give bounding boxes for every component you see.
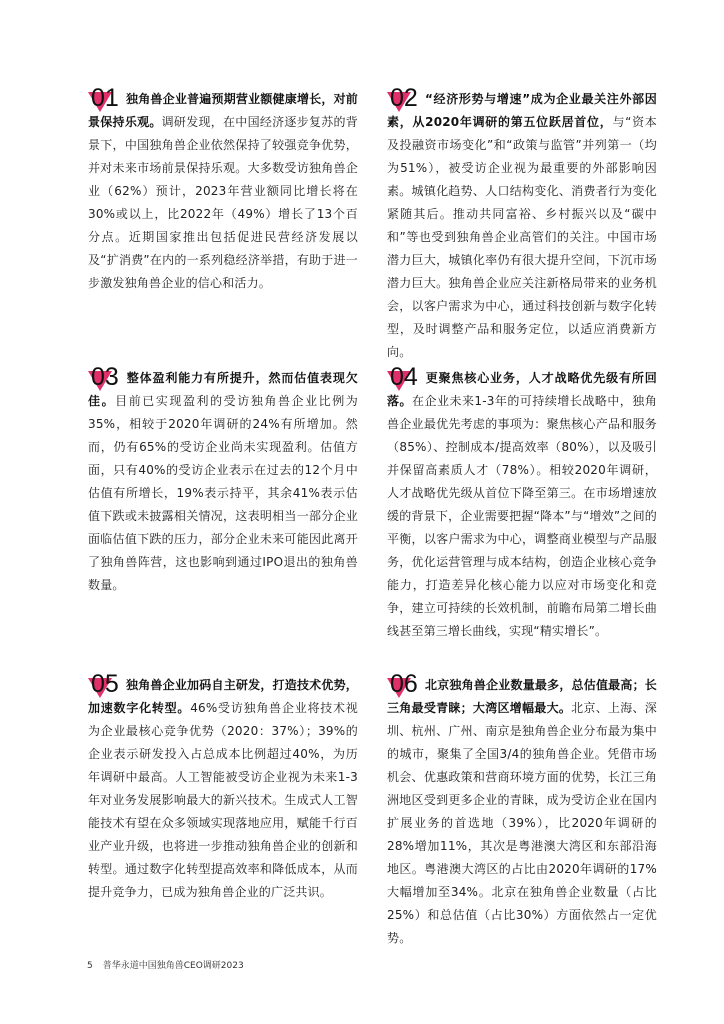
section-text — [88, 672, 358, 904]
page-number: 5 — [87, 961, 93, 971]
page-footer — [87, 960, 254, 972]
section-04 — [387, 365, 657, 643]
section-body: 调研发现，在中国经济逐步复苏的背景下，中国独角兽企业依然保持了较强竞争优势，并对未来市场前景保持乐观。大多数受访独角兽企业（62%）预计，2023年营业额同比增长将在30%或以上，比2022年（49%）增长了13个百分点。近期国家推出包括促进民营经济发展以及“扩消费”在内的一系列稳经济举措，有助于进一步激发独角兽企业的信心和活力。 — [88, 115, 358, 290]
section-heading: 北京独角兽企业数量最多，总估值最高；长三角最受青睐；大湾区增幅最大。 — [387, 678, 657, 715]
section-body: 北京、上海、深圳、杭州、广州、南京是独角兽企业分布最为集中的城市，聚集了全国3/4的独角兽企业。凭借市场机会、优惠政策和营商环境方面的优势，长江三角洲地区受到更多企业的青睐，成为受访企业在国内扩展业务的首选地（39%），比2020年调研的28%增加11%，其次是粤港澳大湾区和东部沿海地区。粤港澳大湾区的占比由2020年调研的17%大幅增加至34%。北京在独角兽企业数量（占比25%）和总估值（占比30%）方面依然占一定优势。 — [387, 701, 657, 945]
section-body: 46%受访独角兽企业将技术视为企业最核心竞争优势（2020：37%）；39%的企业表示研发投入占总成本比例超过40%，为历年调研中最高。人工智能被受访企业视为未来1-3年对业务发展影响最大的新兴技术。生成式人工智能技术有望在众多领域实现落地应用，赋能千行百业产业升级，也将进一步推动独角兽企业的创新和转型。通过数字化转型提高效率和降低成本，从而提升竞争力，已成为独角兽企业的广泛共识。 — [88, 701, 358, 899]
section-01 — [88, 86, 358, 295]
section-text — [387, 365, 657, 643]
section-number-badge — [387, 672, 427, 712]
footer-title: 普华永道中国独角兽CEO调研2023 — [102, 961, 244, 971]
section-heading: 独角兽企业普遍预期营业额健康增长，对前景保持乐观。 — [88, 92, 358, 129]
section-heading: 整体盈利能力有所提升，然而估值表现欠佳。 — [88, 371, 358, 408]
section-number-badge — [88, 672, 128, 712]
section-number: 06 — [390, 670, 418, 698]
section-text — [387, 672, 657, 950]
section-number-badge — [387, 86, 427, 126]
section-body: 目前已实现盈利的受访独角兽企业比例为35%，相较于2020年调研的24%有所增加。然而，仍有65%的受访企业尚未实现盈利。估值方面，只有40%的受访企业表示在过去的12个月中估值有所增长，19%表示持平，其余41%表示估值下跌或未披露相关情况，这表明相当一部分企业面临估值下跌的压力，部分企业未来可能因此离开了独角兽阵营，这也影响到通过IPO退出的独角兽数量。 — [88, 394, 358, 592]
section-body: 与“资本及投融资市场变化”和“政策与监管”并列第一（均为51%），被受访企业视为最重要的外部影响因素。城镇化趋势、人口结构变化、消费者行为变化紧随其后。推动共同富裕、乡村振兴以及“碳中和”等也受到独角兽企业高管们的关注。中国市场潜力巨大，城镇化率仍有很大提升空间，下沉市场潜力巨大。独角兽企业应关注新格局带来的业务机会，以客户需求为中心，通过科技创新与数字化转型，及时调整产品和服务定位，以适应消费新方向。 — [387, 115, 657, 359]
section-text — [88, 365, 358, 597]
section-05 — [88, 672, 358, 904]
section-03 — [88, 365, 358, 597]
section-number-badge — [88, 365, 128, 405]
section-number-badge — [88, 86, 128, 126]
section-heading: “经济形势与增速”成为企业最关注外部因素，从2020年调研的第五位跃居首位， — [387, 92, 657, 129]
section-06 — [387, 672, 657, 950]
section-heading: 独角兽企业加码自主研发，打造技术优势，加速数字化转型。 — [88, 678, 358, 715]
section-number: 01 — [91, 84, 119, 112]
section-text — [88, 86, 358, 295]
section-text — [387, 86, 657, 364]
section-02 — [387, 86, 657, 364]
section-number: 04 — [390, 363, 418, 391]
section-number: 05 — [91, 670, 119, 698]
section-number: 03 — [91, 363, 119, 391]
section-heading: 更聚焦核心业务，人才战略优先级有所回落。 — [387, 371, 657, 408]
section-number-badge — [387, 365, 427, 405]
section-number: 02 — [390, 84, 418, 112]
section-body: 在企业未来1-3年的可持续增长战略中，独角兽企业最优先考虑的事项为：聚焦核心产品和服务（85%）、控制成本/提高效率（80%），以及吸引并保留高素质人才（78%）。相较2020年调研，人才战略优先级从首位下降至第三。在市场增速放缓的背景下，企业需要把握“降本”与“增效”之间的平衡，以客户需求为中心，调整商业模型与产品服务，优化运营管理与成本结构，创造企业核心竞争能力，打造差异化核心能力以应对市场变化和竞争，建立可持续的长效机制，前瞻布局第二增长曲线甚至第三增长曲线，实现“精实增长”。 — [387, 394, 657, 638]
